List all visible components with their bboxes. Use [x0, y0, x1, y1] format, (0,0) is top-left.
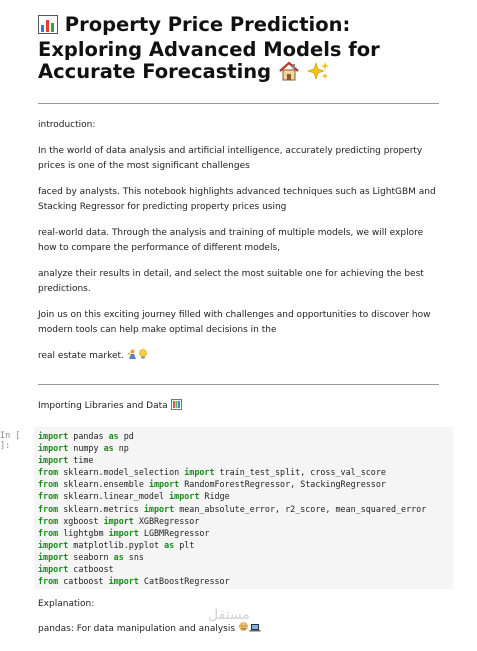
- pandas-note-text: pandas: For data manipulation and analysis: [38, 624, 236, 634]
- laptop-icon: [249, 622, 261, 639]
- code-keyword: from: [38, 479, 59, 490]
- code-keyword: from: [38, 576, 59, 587]
- intro-paragraph-1: In the world of data analysis and artificial intelligence, accurately predicting property prices is one of the most significant challenges: [38, 146, 423, 171]
- code-text: train_test_split, cross_val_score: [214, 467, 386, 478]
- code-keyword: import: [38, 431, 69, 441]
- code-keyword: as: [108, 431, 119, 441]
- divider: [38, 384, 439, 385]
- code-line: [38, 527, 453, 539]
- code-text: LGBMRegressor: [138, 527, 210, 538]
- code-text: seaborn: [68, 551, 114, 562]
- code-keyword: as: [164, 539, 175, 550]
- intro-label: introduction:: [38, 120, 96, 130]
- intro-paragraph-4: analyze their results in detail, and select the most suitable one for achieving the best predictions.: [38, 269, 424, 294]
- code-line: [38, 575, 453, 587]
- code-text: catboost: [68, 564, 114, 575]
- code-text: xgboost: [58, 515, 104, 526]
- code-keyword: import: [143, 503, 175, 514]
- code-text: lightgbm: [58, 527, 109, 538]
- cell-prompt: In [ ]:: [0, 431, 21, 451]
- code-line: [38, 563, 453, 575]
- books-icon: [171, 399, 182, 416]
- code-keyword: import: [108, 527, 139, 538]
- intro-paragraph-5: Join us on this exciting journey filled with challenges and opportunities to discover how modern tools can help make optimal decisions in the: [38, 310, 431, 335]
- explanation-label: Explanation:: [38, 599, 95, 609]
- code-text: time: [68, 455, 94, 466]
- code-text: sklearn.linear_model: [58, 491, 170, 502]
- code-text: numpy: [68, 443, 104, 454]
- code-keyword: from: [38, 467, 59, 478]
- code-keyword: import: [38, 551, 69, 562]
- watermark: مستقل: [208, 607, 250, 623]
- bar-chart-icon: [38, 15, 58, 39]
- section-heading: [38, 399, 442, 416]
- code-keyword: import: [108, 576, 139, 587]
- code-text: sklearn.model_selection: [58, 467, 185, 478]
- sparkles-icon: [307, 61, 329, 86]
- code-text: pd: [118, 431, 134, 441]
- code-text: np: [113, 443, 129, 454]
- person-icon: [127, 349, 138, 366]
- intro-paragraph-3: real-world data. Through the analysis and training of multiple models, we will explore how to compare the performance of different models,: [38, 228, 424, 253]
- code-text: matplotlib.pyplot: [68, 539, 165, 550]
- code-keyword: from: [38, 503, 59, 514]
- code-keyword: import: [38, 539, 69, 550]
- code-text: XGBRegressor: [133, 515, 200, 526]
- code-line: [38, 466, 453, 478]
- code-line: [38, 490, 453, 502]
- code-keyword: import: [169, 491, 200, 502]
- code-text: Ridge: [199, 491, 230, 502]
- code-text: CatBoostRegressor: [138, 576, 230, 587]
- code-keyword: import: [184, 467, 215, 478]
- code-line: [38, 454, 453, 466]
- code-line: [38, 503, 453, 515]
- code-text: sns: [123, 551, 144, 562]
- code-text: sklearn.ensemble: [58, 479, 149, 490]
- notebook-title: [38, 14, 438, 86]
- section-heading-text: Importing Libraries and Data: [38, 401, 168, 411]
- house-icon: [278, 61, 300, 86]
- technologist-icon: [238, 622, 249, 639]
- intro-paragraph-2: faced by analysts. This notebook highlights advanced techniques such as LightGBM and Stacking Regressor for predicting property prices using: [38, 187, 436, 212]
- notebook-title-text: Property Price Prediction: Exploring Advanced Models for Accurate Forecasting: [38, 13, 380, 83]
- code-text: sklearn.metrics: [58, 503, 144, 514]
- divider: [38, 103, 439, 104]
- code-text: catboost: [58, 576, 109, 587]
- code-line: [38, 515, 453, 527]
- intro-paragraph-6: [38, 349, 442, 366]
- pandas-note: [38, 622, 442, 639]
- code-line: [38, 442, 453, 454]
- code-text: plt: [174, 539, 195, 550]
- code-keyword: from: [38, 515, 59, 526]
- code-text: mean_absolute_error, r2_score, mean_squared_error: [174, 503, 427, 514]
- code-keyword: import: [38, 564, 69, 575]
- code-line: [38, 478, 453, 490]
- code-text: RandomForestRegressor, StackingRegressor: [179, 479, 386, 490]
- code-line: [38, 551, 453, 563]
- code-cell[interactable]: [34, 427, 453, 589]
- code-keyword: from: [38, 491, 59, 502]
- code-keyword: as: [113, 551, 124, 562]
- code-keyword: import: [103, 515, 134, 526]
- code-keyword: as: [103, 443, 114, 454]
- lightbulb-icon: [138, 349, 148, 366]
- code-keyword: import: [38, 443, 69, 454]
- code-keyword: from: [38, 527, 59, 538]
- code-line: [38, 430, 453, 442]
- intro-paragraph-6-text: real estate market.: [38, 351, 124, 361]
- code-keyword: import: [38, 455, 69, 466]
- code-keyword: import: [148, 479, 180, 490]
- code-line: [38, 539, 453, 551]
- code-text: pandas: [68, 431, 109, 441]
